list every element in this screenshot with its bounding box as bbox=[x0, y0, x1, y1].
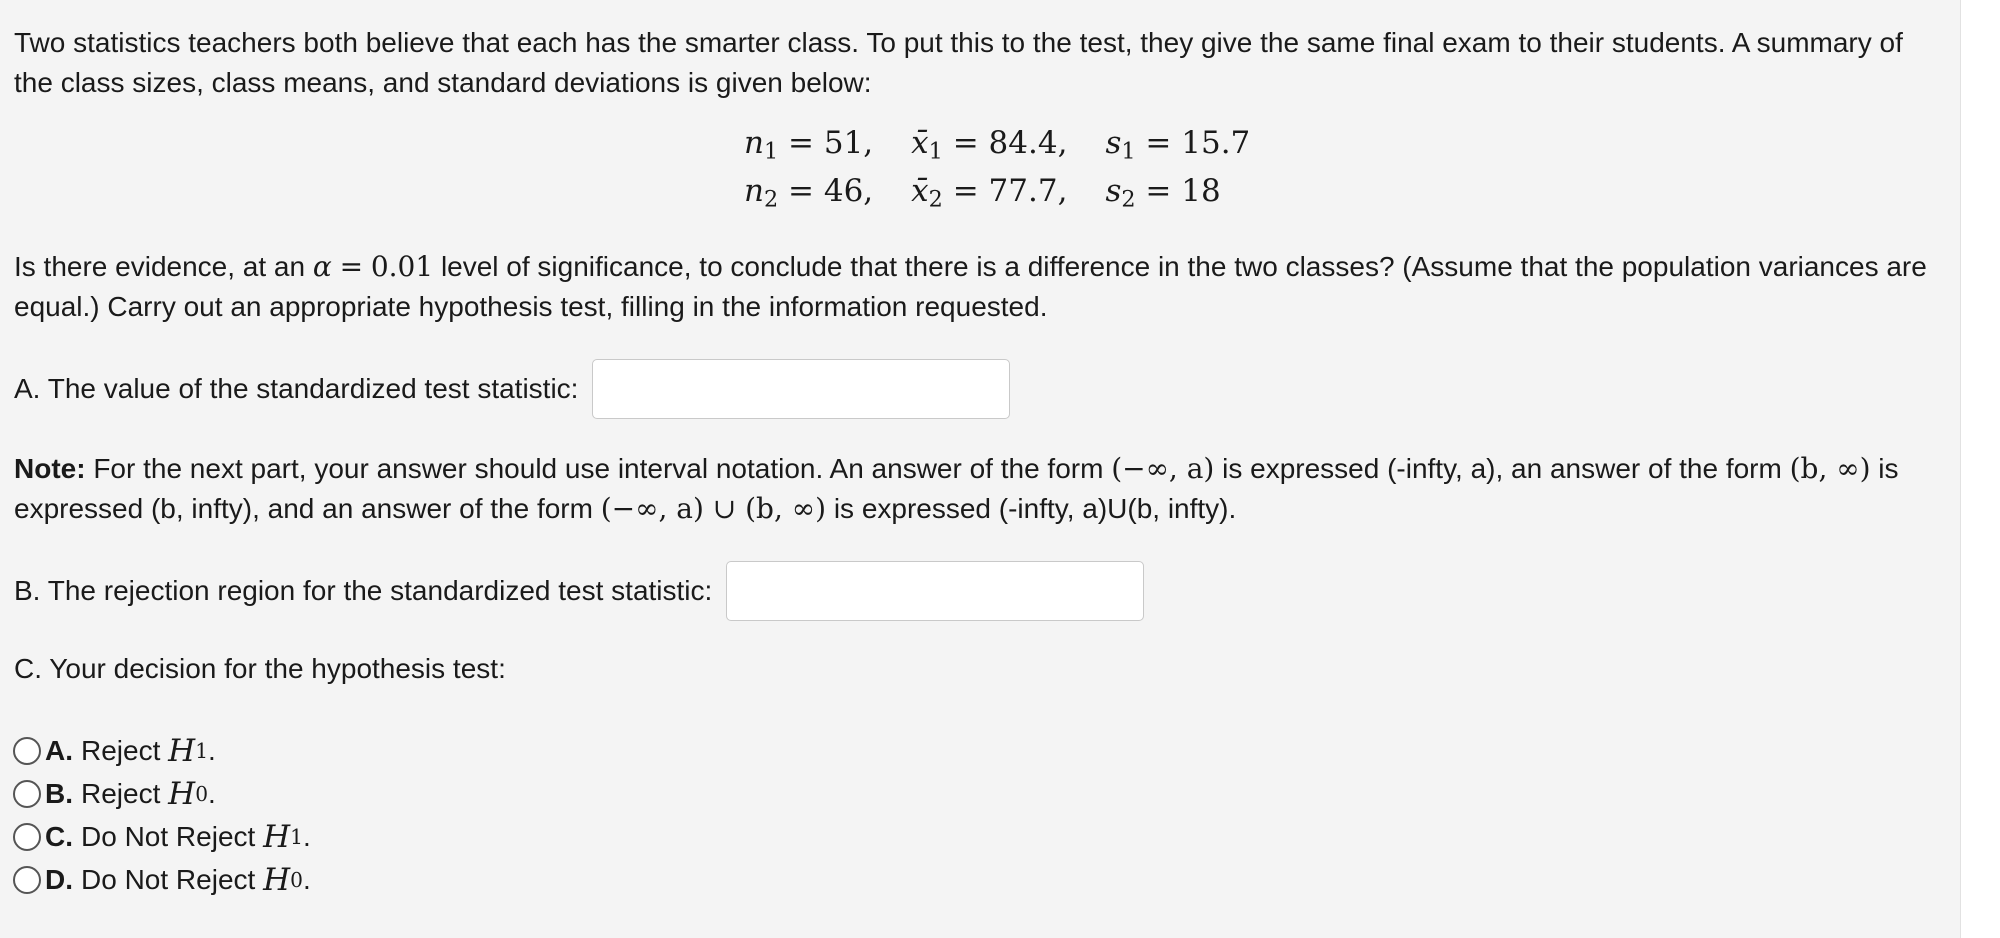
rejection-region-input[interactable] bbox=[726, 561, 1144, 621]
alpha-value: 0.01 bbox=[370, 250, 434, 283]
test-statistic-input[interactable] bbox=[592, 359, 1010, 419]
part-a-label: A. The value of the standardized test statistic: bbox=[14, 373, 579, 404]
note-label: Note: bbox=[14, 453, 86, 484]
question-text: Is there evidence, at an α = 0.01 level of significance, to conclude that there is a difference in the two classes? (Assume that the population variances are equal.) Carry out an appropriate hypothesis test, filling in the information requested. bbox=[14, 250, 1927, 322]
radio-button[interactable] bbox=[13, 866, 41, 894]
part-b-row bbox=[14, 561, 1944, 621]
alpha-symbol: α bbox=[312, 250, 332, 283]
choice-a[interactable]: A. Reject H 1 . bbox=[13, 729, 1944, 772]
part-c-label: C. Your decision for the hypothesis test: bbox=[14, 653, 506, 684]
page-right-edge bbox=[1960, 0, 2000, 938]
s1-stat: $s_1 = 15.7$ bbox=[1105, 125, 1251, 165]
choice-c[interactable]: C. Do Not Reject H 1 . bbox=[13, 815, 1944, 858]
problem-intro: Two statistics teachers both believe that each has the smarter class. To put this to the test, they give the same final exam to their students. A summary of the class sizes, class means, and standard deviations is given below: bbox=[14, 27, 1903, 98]
radio-button[interactable] bbox=[13, 823, 41, 851]
n1-stat: $n_1 = 51$, bbox=[744, 125, 874, 165]
choice-d[interactable]: D. Do Not Reject H 0 . bbox=[13, 858, 1944, 901]
radio-button[interactable] bbox=[13, 780, 41, 808]
choice-b[interactable]: B. Reject H 0 . bbox=[13, 772, 1944, 815]
n2-stat: $n_2 = 46$, bbox=[744, 173, 874, 213]
interval-notation-note: Note: For the next part, your answer should use interval notation. An answer of the form (−∞, a) is expressed (-infty, a), an answer of the form (b, ∞) is expressed (b, infty), and an answer of the form (−∞, a) ∪ (b, ∞) is expressed (-infty, a)U(b, infty). bbox=[14, 452, 1899, 525]
summary-row-class-2 bbox=[744, 167, 1250, 215]
xbar1-stat: $x̄_1 = 84.4$, bbox=[911, 125, 1068, 165]
part-a-row bbox=[14, 359, 1944, 419]
part-b-label: B. The rejection region for the standardized test statistic: bbox=[14, 575, 713, 606]
xbar2-stat: $x̄_2 = 77.7$, bbox=[911, 173, 1068, 213]
problem-content bbox=[14, 23, 1944, 901]
decision-choices bbox=[14, 729, 1944, 901]
summary-statistics bbox=[744, 119, 1250, 215]
radio-button[interactable] bbox=[13, 737, 41, 765]
s2-stat: $s_2 = 18$ bbox=[1105, 173, 1221, 213]
summary-row-class-1 bbox=[744, 119, 1250, 167]
